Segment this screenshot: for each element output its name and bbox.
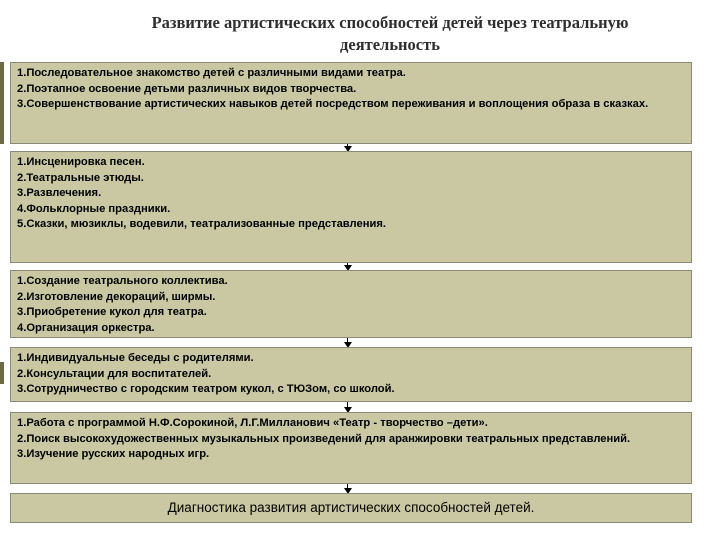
block-conditions (10, 270, 692, 338)
diagnostics-box: Диагностика развития артистических способностей детей. (10, 493, 692, 523)
list-item: 3.Приобретение кукол для театра. (17, 306, 207, 318)
side-accent-bar (0, 62, 4, 144)
list-item: 3.Развлечения. (17, 187, 102, 199)
list-item: 2.Консультации для воспитателей. (17, 367, 212, 380)
list-item: 3.Изучение русских народных игр. (17, 448, 210, 460)
block-methods (10, 412, 692, 484)
block-cooperation (10, 347, 692, 402)
list-item: 1.Работа с программой Н.Ф.Сорокиной, Л.Г.Милланович «Театр - творчество –дети». (17, 417, 488, 429)
list-item: 1.Создание театрального коллектива. (17, 275, 228, 287)
list-item: 5.Сказки, мюзиклы, водевили, театрализованные представления. (17, 218, 386, 230)
side-accent-bar (0, 362, 4, 384)
list-item: 1.Инсценировка песен. (17, 156, 145, 168)
list-item: 1.Индивидуальные беседы с родителями. (17, 352, 254, 364)
list-item: 2.Поиск высокохудожественных музыкальных произведений для аранжировки театральных представлений. (17, 432, 631, 445)
list-item: 3.Совершенствование артистических навыков детей посредством переживания и воплощения образа в сказках. (17, 98, 649, 110)
block-goals (10, 62, 692, 144)
list-item: 4.Организация оркестра. (17, 321, 155, 334)
block-forms (10, 151, 692, 263)
list-item: 1.Последовательное знакомство детей с различными видами театра. (17, 67, 406, 79)
list-item: 2.Театральные этюды. (17, 171, 144, 184)
list-item: 4.Фольклорные праздники. (17, 202, 171, 215)
list-item: 2.Изготовление декораций, ширмы. (17, 290, 216, 303)
list-item: 3.Сотрудничество с городским театром кукол, с ТЮЗом, со школой. (17, 383, 395, 395)
page-title: Развитие артистических способностей детей через театральную деятельность (151, 13, 629, 54)
list-item: 2.Поэтапное освоение детьми различных видов творчества. (17, 82, 357, 95)
